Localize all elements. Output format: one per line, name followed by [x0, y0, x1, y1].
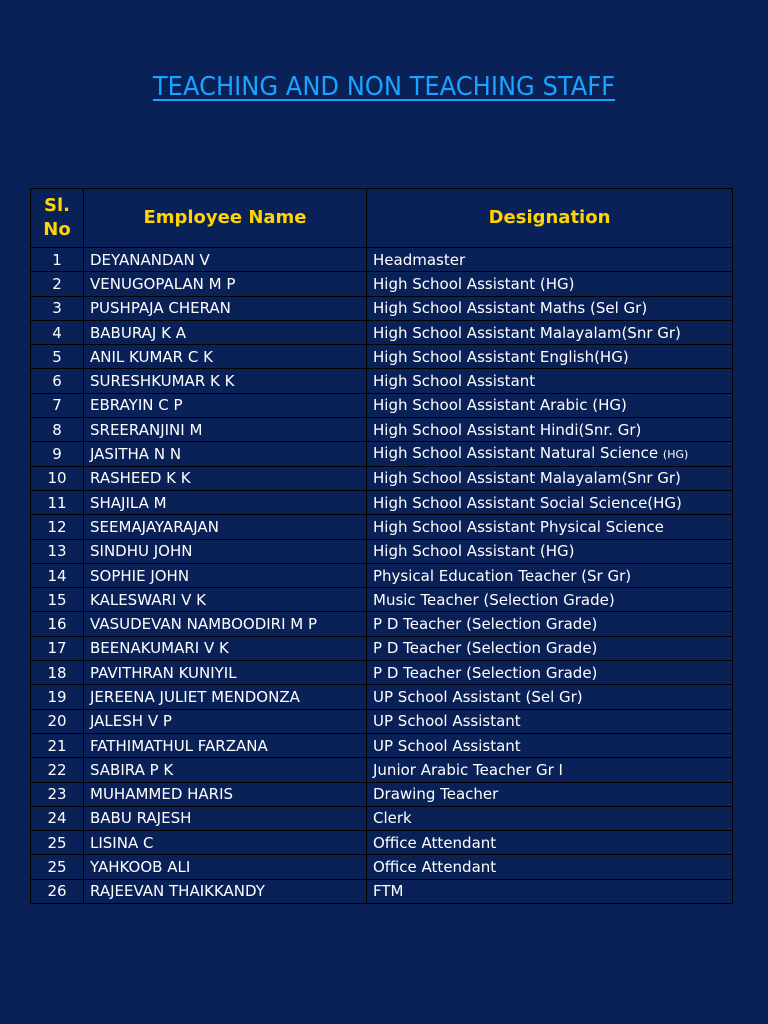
employee-name-cell: PAVITHRAN KUNIYIL	[84, 661, 367, 685]
employee-name-cell: SREERANJINI M	[84, 418, 367, 442]
designation-cell	[367, 442, 733, 466]
designation-text: High School Assistant Natural Science	[373, 444, 663, 463]
table-row	[31, 685, 733, 709]
employee-name-cell: KALESWARI V K	[84, 588, 367, 612]
designation-cell	[367, 296, 733, 320]
table-row	[31, 296, 733, 320]
designation-cell	[367, 320, 733, 344]
designation-text: UP School Assistant (Sel Gr)	[373, 687, 583, 706]
employee-name-header: Employee Name	[84, 189, 367, 248]
table-row	[31, 733, 733, 757]
designation-cell	[367, 661, 733, 685]
employee-name-cell: SOPHIE JOHN	[84, 563, 367, 587]
sl-no-header-line1: Sl.	[44, 195, 70, 216]
designation-text: UP School Assistant	[373, 712, 521, 731]
employee-name-cell: BEENAKUMARI V K	[84, 636, 367, 660]
employee-name-cell: ANIL KUMAR C K	[84, 345, 367, 369]
sl-no-cell: 25	[31, 855, 84, 879]
designation-cell	[367, 855, 733, 879]
designation-header: Designation	[367, 189, 733, 248]
sl-no-cell: 20	[31, 709, 84, 733]
table-row	[31, 393, 733, 417]
sl-no-cell: 7	[31, 393, 84, 417]
designation-text: High School Assistant	[373, 372, 536, 391]
designation-cell	[367, 636, 733, 660]
designation-text: FTM	[373, 882, 404, 901]
employee-name-cell: VASUDEVAN NAMBOODIRI M P	[84, 612, 367, 636]
table-row	[31, 539, 733, 563]
employee-name-cell: YAHKOOB ALI	[84, 855, 367, 879]
table-row	[31, 758, 733, 782]
table-row	[31, 661, 733, 685]
employee-name-cell: JEREENA JULIET MENDONZA	[84, 685, 367, 709]
designation-cell	[367, 539, 733, 563]
employee-name-cell: SHAJILA M	[84, 490, 367, 514]
designation-cell	[367, 612, 733, 636]
designation-text: High School Assistant Hindi(Snr. Gr)	[373, 420, 642, 439]
designation-cell	[367, 806, 733, 830]
table-row	[31, 320, 733, 344]
table-row	[31, 879, 733, 903]
table-row	[31, 248, 733, 272]
sl-no-cell: 2	[31, 272, 84, 296]
sl-no-cell: 16	[31, 612, 84, 636]
sl-no-cell: 17	[31, 636, 84, 660]
sl-no-cell: 6	[31, 369, 84, 393]
designation-text: High School Assistant Physical Science	[373, 517, 664, 536]
designation-text: High School Assistant (HG)	[373, 542, 575, 561]
employee-name-cell: EBRAYIN C P	[84, 393, 367, 417]
table-row	[31, 636, 733, 660]
employee-name-cell: JASITHA N N	[84, 442, 367, 466]
sl-no-cell: 26	[31, 879, 84, 903]
designation-text: High School Assistant Arabic (HG)	[373, 396, 627, 415]
designation-cell	[367, 272, 733, 296]
designation-text: Headmaster	[373, 250, 466, 269]
designation-cell	[367, 466, 733, 490]
sl-no-header	[31, 189, 84, 248]
sl-no-cell: 9	[31, 442, 84, 466]
table-row	[31, 563, 733, 587]
sl-no-cell: 10	[31, 466, 84, 490]
table-row	[31, 466, 733, 490]
designation-cell	[367, 515, 733, 539]
designation-cell	[367, 709, 733, 733]
table-row	[31, 612, 733, 636]
sl-no-cell: 19	[31, 685, 84, 709]
designation-cell	[367, 685, 733, 709]
table-row	[31, 782, 733, 806]
sl-no-cell: 12	[31, 515, 84, 539]
designation-text: High School Assistant English(HG)	[373, 347, 629, 366]
designation-cell	[367, 369, 733, 393]
designation-text: High School Assistant Social Science(HG)	[373, 493, 682, 512]
page-title: TEACHING AND NON TEACHING STAFF	[152, 72, 616, 102]
sl-no-cell: 22	[31, 758, 84, 782]
table-row	[31, 345, 733, 369]
employee-name-cell: SABIRA P K	[84, 758, 367, 782]
designation-text: Junior Arabic Teacher Gr I	[373, 760, 563, 779]
sl-no-cell: 11	[31, 490, 84, 514]
employee-name-cell: SEEMAJAYARAJAN	[84, 515, 367, 539]
employee-name-cell: SINDHU JOHN	[84, 539, 367, 563]
table-header-row	[31, 189, 733, 248]
designation-text: High School Assistant (HG)	[373, 274, 575, 293]
table-row	[31, 806, 733, 830]
employee-name-cell: RAJEEVAN THAIKKANDY	[84, 879, 367, 903]
designation-cell	[367, 758, 733, 782]
staff-table	[30, 188, 733, 904]
designation-text: Physical Education Teacher (Sr Gr)	[373, 566, 632, 585]
designation-text: P D Teacher (Selection Grade)	[373, 663, 598, 682]
designation-text: High School Assistant Maths (Sel Gr)	[373, 299, 648, 318]
sl-no-cell: 8	[31, 418, 84, 442]
designation-suffix: (HG)	[662, 448, 689, 462]
sl-no-cell: 15	[31, 588, 84, 612]
designation-text: Office Attendant	[373, 833, 497, 852]
sl-no-cell: 21	[31, 733, 84, 757]
sl-no-header-line2: No	[43, 219, 71, 240]
table-row	[31, 515, 733, 539]
designation-cell	[367, 418, 733, 442]
employee-name-cell: BABU RAJESH	[84, 806, 367, 830]
designation-cell	[367, 782, 733, 806]
table-row	[31, 272, 733, 296]
designation-cell	[367, 733, 733, 757]
designation-text: Music Teacher (Selection Grade)	[373, 590, 615, 609]
table-row	[31, 442, 733, 466]
table-row	[31, 855, 733, 879]
sl-no-cell: 1	[31, 248, 84, 272]
designation-cell	[367, 879, 733, 903]
table-row	[31, 588, 733, 612]
table-row	[31, 709, 733, 733]
employee-name-cell: LISINA C	[84, 831, 367, 855]
employee-name-cell: DEYANANDAN V	[84, 248, 367, 272]
sl-no-cell: 23	[31, 782, 84, 806]
sl-no-cell: 14	[31, 563, 84, 587]
sl-no-cell: 24	[31, 806, 84, 830]
designation-cell	[367, 345, 733, 369]
designation-text: Office Attendant	[373, 858, 497, 877]
designation-cell	[367, 393, 733, 417]
employee-name-cell: FATHIMATHUL FARZANA	[84, 733, 367, 757]
designation-cell	[367, 248, 733, 272]
sl-no-cell: 5	[31, 345, 84, 369]
designation-text: Drawing Teacher	[373, 785, 499, 804]
employee-name-cell: SURESHKUMAR K K	[84, 369, 367, 393]
employee-name-cell: BABURAJ K A	[84, 320, 367, 344]
table-row	[31, 418, 733, 442]
designation-text: High School Assistant Malayalam(Snr Gr)	[373, 323, 681, 342]
sl-no-cell: 3	[31, 296, 84, 320]
sl-no-cell: 4	[31, 320, 84, 344]
sl-no-cell: 13	[31, 539, 84, 563]
designation-text: P D Teacher (Selection Grade)	[373, 639, 598, 658]
employee-name-cell: PUSHPAJA CHERAN	[84, 296, 367, 320]
designation-text: P D Teacher (Selection Grade)	[373, 615, 598, 634]
sl-no-cell: 25	[31, 831, 84, 855]
designation-cell	[367, 563, 733, 587]
employee-name-cell: MUHAMMED HARIS	[84, 782, 367, 806]
table-row	[31, 490, 733, 514]
employee-name-cell: VENUGOPALAN M P	[84, 272, 367, 296]
designation-cell	[367, 831, 733, 855]
table-body	[31, 248, 733, 904]
designation-text: Clerk	[373, 809, 412, 828]
sl-no-cell: 18	[31, 661, 84, 685]
employee-name-cell: RASHEED K K	[84, 466, 367, 490]
table-row	[31, 369, 733, 393]
table-row	[31, 831, 733, 855]
designation-text: UP School Assistant	[373, 736, 521, 755]
employee-name-cell: JALESH V P	[84, 709, 367, 733]
designation-cell	[367, 490, 733, 514]
designation-text: High School Assistant Malayalam(Snr Gr)	[373, 469, 681, 488]
designation-cell	[367, 588, 733, 612]
